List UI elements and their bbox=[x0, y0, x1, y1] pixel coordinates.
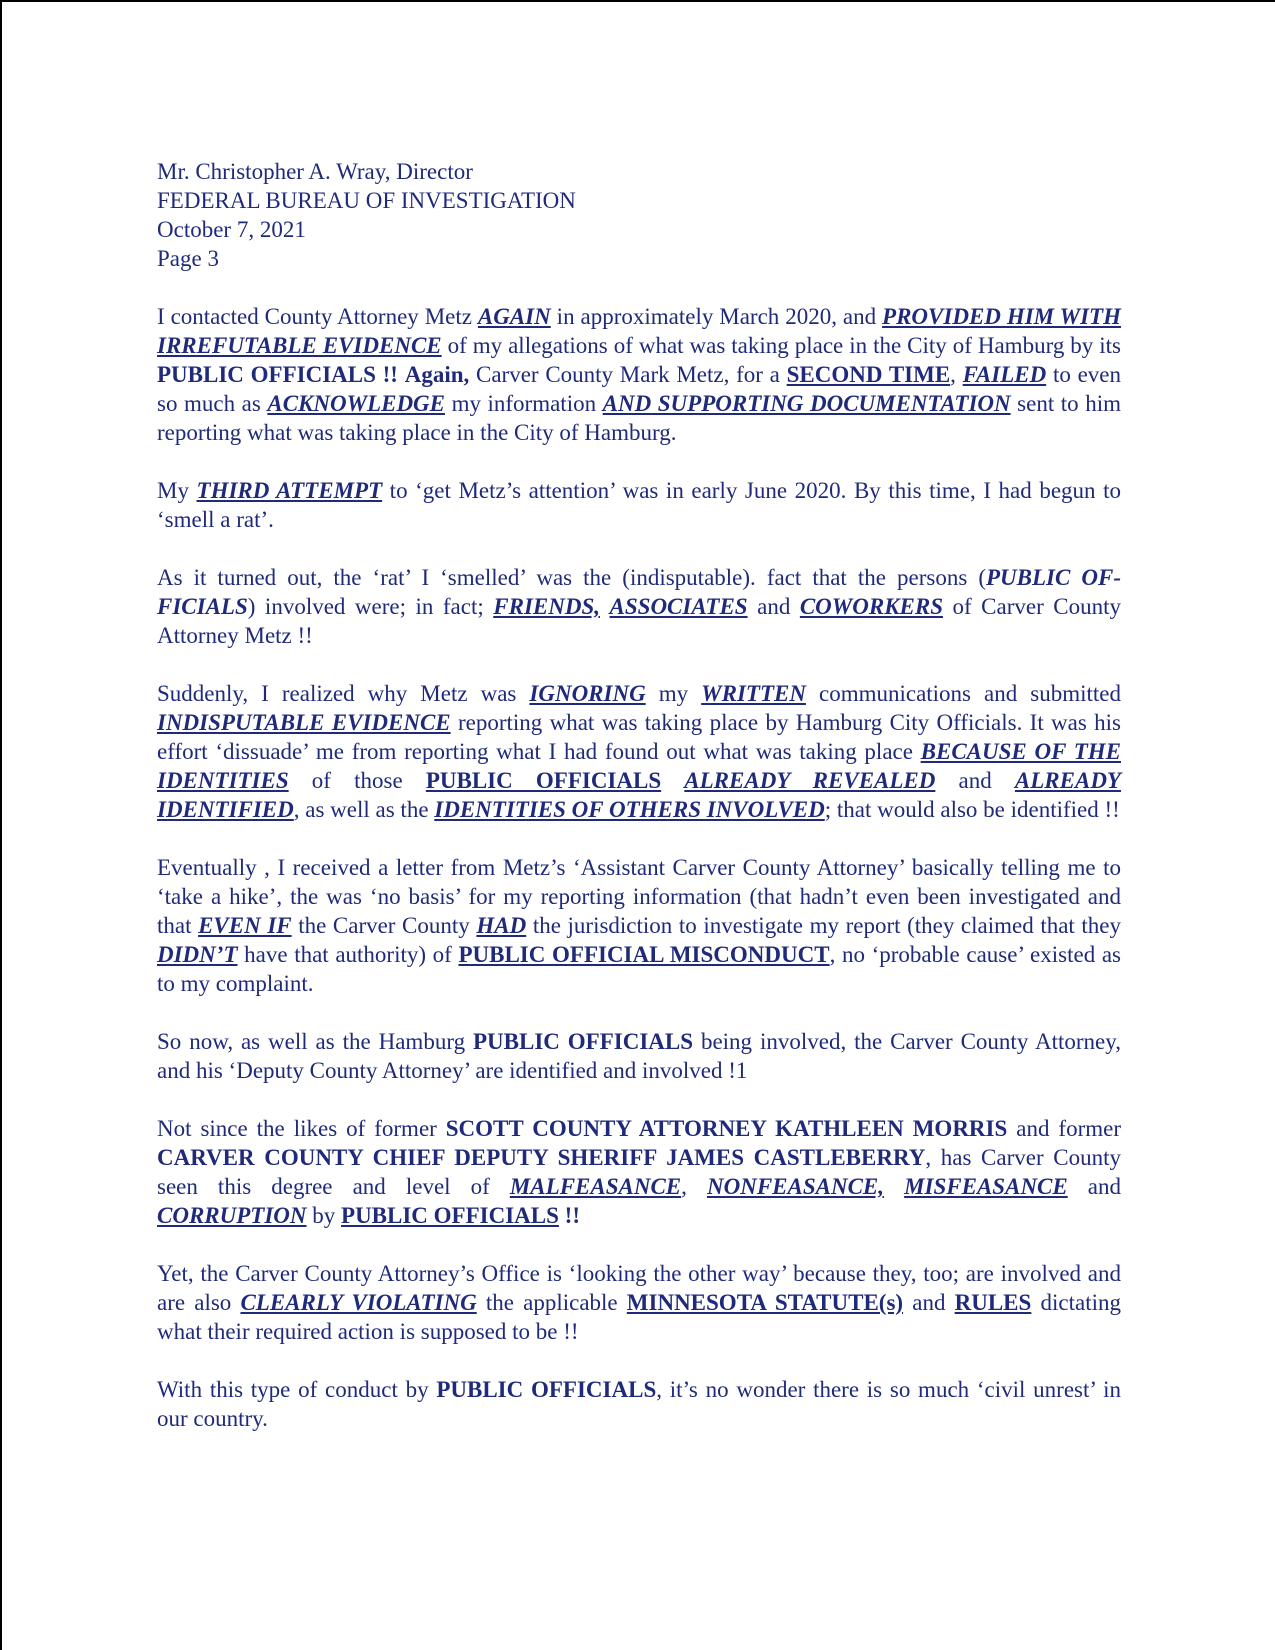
text-run: and bbox=[747, 594, 800, 619]
emphasized-text: Again, bbox=[404, 362, 470, 387]
emphasized-text: ALREADY REVEALED bbox=[684, 768, 936, 793]
emphasized-text: PUBLIC OFFICIALS bbox=[157, 565, 1121, 619]
body-paragraph bbox=[157, 302, 1121, 447]
text-run: , has Carver County seen this degree and level of bbox=[157, 1145, 1121, 1199]
emphasized-text: AGAIN bbox=[477, 304, 551, 329]
emphasized-text: CLEARLY VIOLATING bbox=[240, 1290, 477, 1315]
text-run: ; that would also be identified !! bbox=[824, 797, 1120, 822]
emphasized-text: PUBLIC OFFICIALS bbox=[341, 1203, 559, 1228]
text-run: Carver County Mark Metz, for a bbox=[469, 362, 787, 387]
emphasized-text: ASSOCIATES bbox=[609, 594, 748, 619]
text-run: My bbox=[157, 478, 197, 503]
body-paragraph bbox=[157, 1114, 1121, 1230]
text-run: sent to him reporting what was taking place in the City of Hamburg. bbox=[157, 391, 1121, 445]
text-run: With this type of conduct by bbox=[157, 1377, 437, 1402]
text-run: , bbox=[950, 362, 963, 387]
emphasized-text: SCOTT COUNTY ATTORNEY KATHLEEN MORRIS bbox=[445, 1116, 1008, 1141]
emphasized-text: PUBLIC OFFICIALS !! bbox=[157, 362, 398, 387]
emphasized-text: INDISPUTABLE EVIDENCE bbox=[157, 710, 451, 735]
text-run bbox=[600, 594, 610, 619]
text-run: the Carver County bbox=[291, 913, 477, 938]
body-paragraph bbox=[157, 679, 1121, 824]
text-run bbox=[398, 362, 405, 387]
body-paragraph bbox=[157, 1375, 1121, 1433]
text-run: , as well as the bbox=[293, 797, 435, 822]
emphasized-text: SECOND TIME bbox=[786, 362, 951, 387]
text-run: So now, as well as the Hamburg bbox=[157, 1029, 473, 1054]
emphasized-text: IDENTITIES OF OTHERS INVOLVED bbox=[434, 797, 825, 822]
emphasized-text: !! bbox=[564, 1203, 580, 1228]
emphasized-text: BECAUSE OF THE IDENTITIES bbox=[157, 739, 1121, 793]
text-run: to even so much as bbox=[157, 362, 1122, 416]
emphasized-text: DIDN’T bbox=[157, 942, 238, 967]
emphasized-text: PUBLIC OFFICIAL MISCONDUCT bbox=[458, 942, 830, 967]
emphasized-text: FAILED bbox=[962, 362, 1047, 387]
text-run: communications and submitted bbox=[805, 681, 1121, 706]
text-run: and former bbox=[1007, 1116, 1121, 1141]
addressee-line: Mr. Christopher A. Wray, Director bbox=[157, 159, 473, 184]
text-run: being involved, the Carver County Attorney, and his ‘Deputy County Attorney’ are identified and involved !1 bbox=[157, 1029, 1121, 1083]
letter-paragraphs bbox=[157, 302, 1121, 1433]
emphasized-text: CORRUPTION bbox=[157, 1203, 307, 1228]
text-run bbox=[661, 768, 684, 793]
body-paragraph bbox=[157, 1027, 1121, 1085]
date-line: October 7, 2021 bbox=[157, 217, 306, 242]
text-run: of Carver County Attorney Metz !! bbox=[157, 594, 1121, 648]
text-run: Not since the likes of former bbox=[157, 1116, 446, 1141]
letter-body bbox=[157, 157, 1121, 1462]
text-run: As it turned out, the ‘rat’ I ‘smelled’ was the (indisputable). fact that the persons ( bbox=[157, 565, 986, 590]
emphasized-text: FRIENDS, bbox=[493, 594, 600, 619]
text-run: , bbox=[681, 1174, 707, 1199]
letter-header bbox=[157, 157, 1121, 273]
text-run: in approximately March 2020, and bbox=[550, 304, 883, 329]
text-run: Eventually , I received a letter from Metz’s ‘Assistant Carver County Attorney’ basically telling me to ‘take a hike’, the was ‘no basis’ for my reporting information (that hadn’t even been investigated and that bbox=[157, 855, 1121, 938]
text-run: to ‘get Metz’s attention’ was in early June 2020. By this time, I had begun to ‘smell a rat’. bbox=[157, 478, 1121, 532]
text-run: , no ‘probable cause’ existed as to my complaint. bbox=[157, 942, 1121, 996]
emphasized-text: MINNESOTA STATUTE(s) bbox=[626, 1290, 904, 1315]
emphasized-text: PUBLIC OFFICIALS bbox=[436, 1377, 657, 1402]
text-run bbox=[884, 1174, 904, 1199]
text-run: ) involved were; in fact; bbox=[247, 594, 494, 619]
body-paragraph bbox=[157, 563, 1121, 650]
emphasized-text: AND SUPPORTING DOCUMENTATION bbox=[602, 391, 1011, 416]
emphasized-text: HAD bbox=[476, 913, 527, 938]
emphasized-text: COWORKERS bbox=[799, 594, 944, 619]
text-run: the applicable bbox=[476, 1290, 627, 1315]
text-run: Yet, the Carver County Attorney’s Office is ‘looking the other way’ because they, too; are involved and are also bbox=[157, 1261, 1121, 1315]
emphasized-text: RULES bbox=[954, 1290, 1032, 1315]
emphasized-text: MISFEASANCE bbox=[904, 1174, 1068, 1199]
text-run: my information bbox=[445, 391, 603, 416]
text-run: and bbox=[1067, 1174, 1122, 1199]
page-number: Page 3 bbox=[157, 246, 219, 271]
text-run: by bbox=[306, 1203, 342, 1228]
text-run: Suddenly, I realized why Metz was bbox=[157, 681, 530, 706]
emphasized-text: EVEN IF bbox=[198, 913, 292, 938]
body-paragraph bbox=[157, 853, 1121, 998]
emphasized-text: ALREADY IDENTIFIED bbox=[157, 768, 1121, 822]
emphasized-text: IGNORING bbox=[529, 681, 646, 706]
emphasized-text: PUBLIC OFFICIALS bbox=[472, 1029, 694, 1054]
agency-line: FEDERAL BUREAU OF INVESTIGATION bbox=[157, 188, 576, 213]
text-run: have that authority) of bbox=[237, 942, 459, 967]
emphasized-text: PROVIDED HIM WITH IRREFUTABLE EVIDENCE bbox=[157, 304, 1121, 358]
text-run: and bbox=[903, 1290, 955, 1315]
emphasized-text: CARVER COUNTY CHIEF DEPUTY SHERIFF JAMES CASTLEBERRY bbox=[157, 1145, 926, 1170]
text-run: the jurisdiction to investigate my report (they claimed that they bbox=[526, 913, 1121, 938]
text-run: I contacted County Attorney Metz bbox=[157, 304, 478, 329]
text-run: reporting what was taking place by Hamburg City Officials. It was his effort ‘dissuade’ me from reporting what I had found out what was taking place bbox=[157, 710, 1121, 764]
text-run: and bbox=[935, 768, 1015, 793]
emphasized-text: PUBLIC OFFICIALS bbox=[425, 768, 662, 793]
text-run: my bbox=[645, 681, 702, 706]
emphasized-text: ACKNOWLEDGE bbox=[267, 391, 446, 416]
body-paragraph bbox=[157, 1259, 1121, 1346]
text-run: , it’s no wonder there is so much ‘civil unrest’ in our country. bbox=[157, 1377, 1121, 1431]
text-run: dictating what their required action is supposed to be !! bbox=[157, 1290, 1121, 1344]
emphasized-text: THIRD ATTEMPT bbox=[196, 478, 383, 503]
body-paragraph bbox=[157, 476, 1121, 534]
emphasized-text: NONFEASANCE, bbox=[706, 1174, 885, 1199]
text-run: of those bbox=[288, 768, 426, 793]
emphasized-text: WRITTEN bbox=[701, 681, 806, 706]
emphasized-text: MALFEASANCE bbox=[509, 1174, 682, 1199]
text-run: of my allegations of what was taking place in the City of Hamburg by its bbox=[441, 333, 1121, 358]
